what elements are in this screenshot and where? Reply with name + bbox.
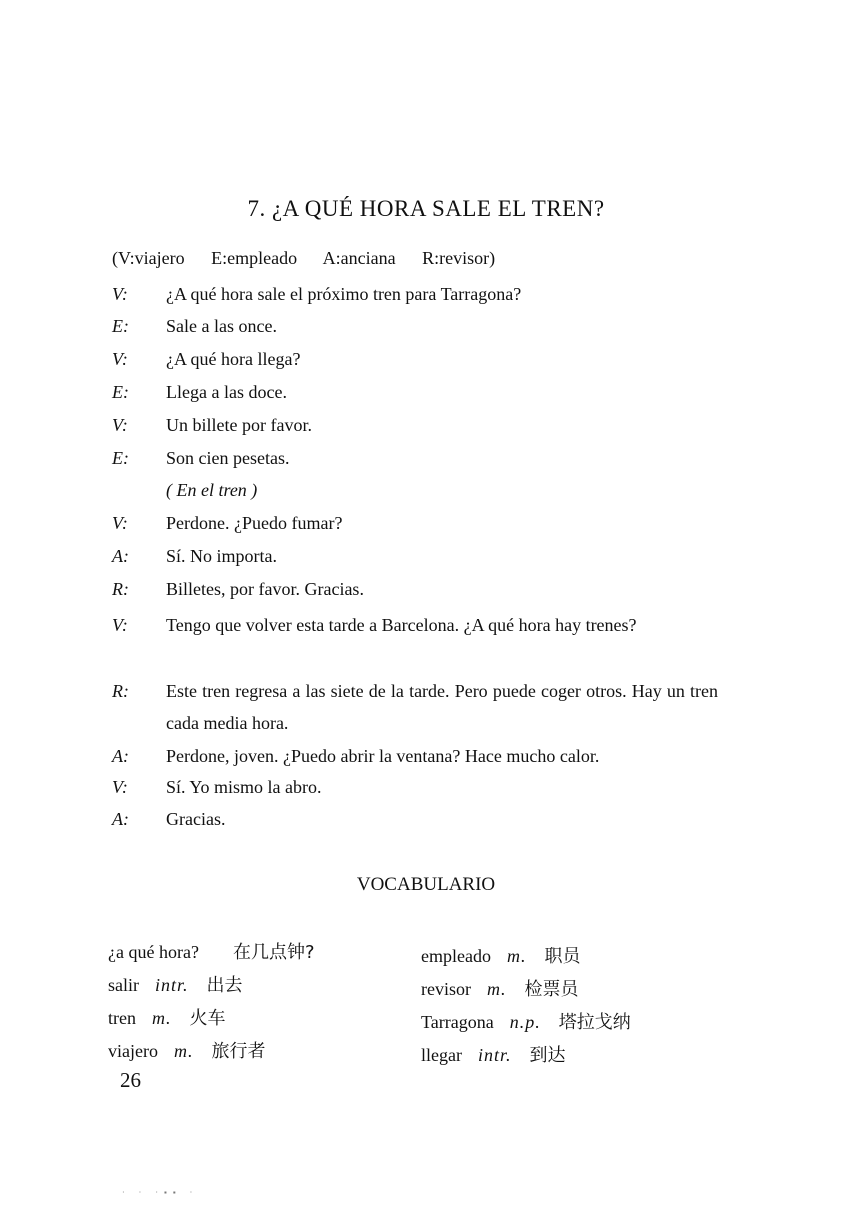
dialogue-text: Llega a las doce. [166, 382, 287, 402]
vocab-translation: 火车 [189, 1008, 226, 1029]
vocab-entry [108, 971, 243, 997]
character-key [112, 248, 517, 269]
speaker-label: E: [112, 316, 129, 336]
dialogue-line [112, 409, 718, 441]
vocab-entry [421, 975, 578, 1001]
dialogue-line [112, 507, 718, 539]
stage-direction-text: ( En el tren ) [166, 480, 258, 500]
speaker-label: E: [112, 448, 129, 468]
dialogue-text: Sale a las once. [166, 316, 277, 336]
vocab-word: Tarragona [421, 1012, 494, 1032]
vocab-word: empleado [421, 946, 491, 966]
vocab-pos: n.p. [509, 1012, 541, 1032]
vocab-word: revisor [421, 979, 471, 999]
speaker-label: A: [112, 546, 129, 566]
dialogue-line [112, 740, 718, 772]
dialogue-line [112, 609, 718, 641]
vocab-entry [421, 1041, 566, 1067]
vocabulary-title: VOCABULARIO [356, 874, 496, 895]
vocab-entry [421, 1008, 631, 1034]
dialogue-text: Tengo que volver esta tarde a Barcelona. ¿A qué hora hay trenes? [166, 615, 637, 635]
vocab-word: llegar [421, 1045, 462, 1065]
dialogue-line [112, 573, 718, 605]
dialogue-text: Gracias. [166, 809, 226, 829]
dialogue-line [112, 803, 718, 835]
vocab-word: tren [108, 1008, 136, 1028]
dialogue-text: Son cien pesetas. [166, 448, 290, 468]
scan-smudge: · · ·▪▪ · [122, 1188, 199, 1197]
dialogue-line [112, 310, 718, 342]
vocab-translation: 到达 [529, 1045, 566, 1066]
dialogue-line [112, 343, 718, 375]
speaker-label: V: [112, 349, 128, 369]
vocab-word: salir [108, 975, 139, 995]
vocab-translation: 检票员 [524, 979, 579, 1000]
dialogue-line [112, 442, 718, 474]
speaker-label: V: [112, 415, 128, 435]
cast-revisor: R:revisor) [422, 248, 496, 268]
speaker-label: V: [112, 777, 128, 797]
dialogue-text: ¿A qué hora sale el próximo tren para Tarragona? [166, 284, 522, 304]
dialogue-text: Billetes, por favor. Gracias. [166, 579, 364, 599]
speaker-label: V: [112, 615, 128, 635]
dialogue-line [112, 771, 718, 803]
vocab-word: viajero [108, 1041, 158, 1061]
dialogue-text: ¿A qué hora llega? [166, 349, 301, 369]
vocab-entry [108, 1004, 225, 1030]
cast-viajero: (V:viajero [112, 248, 185, 268]
speaker-label: V: [112, 513, 128, 533]
cast-empleado: E:empleado [211, 248, 298, 268]
vocab-entry [108, 1037, 265, 1063]
dialogue-text: Perdone, joven. ¿Puedo abrir la ventana? Hace mucho calor. [166, 746, 600, 766]
dialogue-line [112, 278, 718, 310]
dialogue-text: Este tren regresa a las siete de la tarde. Pero puede coger otros. Hay un tren cada media hora. [166, 681, 718, 733]
lesson-title: 7. ¿A QUÉ HORA SALE EL TREN? [247, 196, 605, 221]
vocab-pos: m. [173, 1041, 194, 1061]
cast-anciana: A:anciana [322, 248, 396, 268]
speaker-label: R: [112, 579, 129, 599]
dialogue-line [112, 376, 718, 408]
dialogue-text: Sí. No importa. [166, 546, 277, 566]
dialogue-text: Perdone. ¿Puedo fumar? [166, 513, 343, 533]
stage-direction [112, 474, 718, 506]
speaker-label: E: [112, 382, 129, 402]
vocab-pos: m. [506, 946, 527, 966]
vocab-translation: 塔拉戈纳 [558, 1012, 631, 1033]
speaker-label: A: [112, 809, 129, 829]
speaker-label: V: [112, 284, 128, 304]
vocab-translation: 出去 [206, 975, 243, 996]
dialogue-text: Un billete por favor. [166, 415, 312, 435]
vocab-entry [108, 938, 315, 964]
vocab-translation: 旅行者 [211, 1041, 266, 1062]
dialogue-line [112, 540, 718, 572]
dialogue-line [112, 675, 718, 739]
vocab-pos: m. [486, 979, 507, 999]
speaker-label: A: [112, 746, 129, 766]
dialogue-text: Sí. Yo mismo la abro. [166, 777, 322, 797]
speaker-label: R: [112, 681, 129, 701]
vocab-pos: intr. [155, 975, 189, 995]
vocab-translation: 在几点钟? [232, 942, 315, 963]
vocab-pos: intr. [477, 1045, 512, 1065]
vocab-entry [421, 942, 580, 968]
vocab-pos: m. [151, 1008, 172, 1028]
vocab-word: ¿a qué hora? [108, 942, 199, 962]
vocab-translation: 职员 [544, 946, 581, 967]
page-number: 26 [120, 1068, 141, 1092]
